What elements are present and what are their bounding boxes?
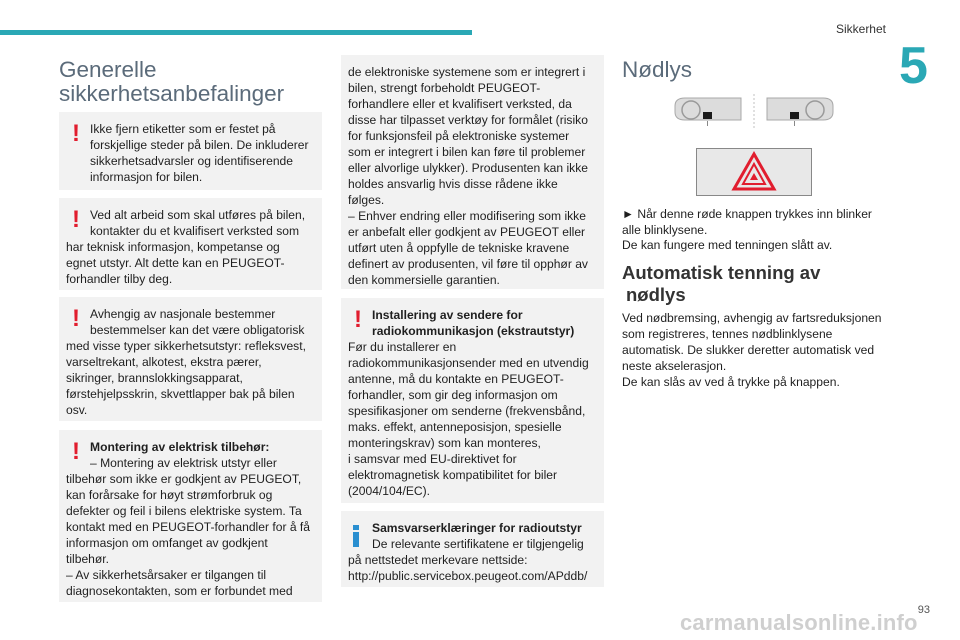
- warning-box-electrical: [59, 430, 322, 602]
- warning-box-labels: [59, 112, 322, 190]
- warning-box-equipment-text: [66, 306, 313, 418]
- box-title: Installering av sendere for: [372, 308, 523, 322]
- section-title-line2: sikkerhetsanbefalinger: [59, 81, 285, 107]
- warning-icon: !: [354, 306, 362, 333]
- auto-hazard-heading-line1: Automatisk tenning av: [622, 262, 821, 283]
- chapter-number: 5: [899, 37, 928, 95]
- warning-box-labels-text: [66, 121, 313, 185]
- warning-box-workshop-text: [66, 207, 313, 287]
- warning-icon: !: [72, 120, 80, 147]
- warning-box-electrical-text: [66, 439, 313, 599]
- box-title: Montering av elektrisk tilbehør:: [90, 440, 270, 454]
- auto-hazard-off-note: De kan slås av ved å trykke på knappen.: [622, 375, 840, 389]
- section-header: Sikkerhet: [835, 22, 886, 36]
- box-line: De relevante sertifikatene er tilgjengelig: [372, 537, 584, 551]
- section-title-hazard: Nødlys: [622, 57, 693, 82]
- warning-box-continued-text: [348, 64, 595, 288]
- box-line: Før du installerer en radiokommunikasjonsender med en utvendig antenne, må du kontakte en PEUGEOT-forhandler, som gir deg informasjon om spesifikasjoner om senderne (frekvensbånd, maks. effekt, antenneposisjon, spesielle monteringskrav) som kan monteres,: [348, 340, 589, 450]
- box-line: har teknisk informasjon, kompetanse og egnet utstyr. Alt dette kan en PEUGEOT-forhandler tilby deg.: [66, 240, 285, 286]
- box-line: tilbehør som ikke er godkjent av PEUGEOT, kan forårsake for høyt strømforbruk og defekter og feil i bilens elektriske system. Ta kontakt med en PEUGEOT-forhandler for å få informasjon om omfanget av godkjent tilbehør.: [66, 472, 311, 566]
- box-line: på nettstedet merkevare nettside:: [348, 553, 528, 567]
- warning-icon: !: [72, 305, 80, 332]
- dashboard-illustration: [673, 92, 835, 132]
- box-line: forskjellige steder på bilen. De inkluderer sikkerhetsadvarsler og identifiserende informasjon for bilen.: [90, 138, 309, 184]
- box-line: – Enhver endring eller modifisering som ikke er anbefalt eller godkjent av PEUGEOT eller utført uten å oppfylle de tekniske kravene definert av produsenten, vil føre til opphør av den kommersielle garantien.: [348, 209, 588, 287]
- info-box-conformity-text: [348, 520, 595, 584]
- box-line: med visse typer sikkerhetsutstyr: refleksvest, varseltrekant, alkotest, ekstra pærer, sikringer, brannslokkingsapparat, førstehjelpsskrin, skvettlapper bak på bilen osv.: [66, 339, 306, 417]
- box-line: Avhengig av nasjonale bestemmer: [90, 307, 276, 321]
- warning-box-equipment: [59, 297, 322, 421]
- section-title: [59, 58, 329, 107]
- box-line: i samsvar med EU-direktivet for elektromagnetisk kompatibilitet for biler (2004/104/EC).: [348, 452, 558, 498]
- hazard-note: De kan fungere med tenningen slått av.: [622, 238, 833, 252]
- warning-icon: !: [72, 438, 80, 465]
- warning-box-radio-text: [348, 307, 595, 499]
- warning-box-continued: [341, 55, 604, 289]
- info-box-conformity: [341, 511, 604, 587]
- servicebox-link[interactable]: http://public.servicebox.peugeot.com/APddb/: [348, 569, 588, 583]
- box-line: – Av sikkerhetsårsaker er tilgangen til diagnosekontakten, som er forbundet med: [66, 568, 293, 598]
- box-line: Ikke fjern etiketter som er festet på: [90, 122, 276, 136]
- hazard-instruction: ► Når denne røde knappen trykkes inn blinker alle blinklysene.: [622, 207, 872, 237]
- box-title: radiokommunikasjon (ekstrautstyr): [372, 324, 575, 338]
- auto-hazard-heading: [622, 262, 884, 306]
- info-icon: [353, 525, 359, 547]
- box-line: kontakter du et kvalifisert verksted som: [90, 224, 300, 238]
- page-number: 93: [917, 604, 930, 616]
- hazard-button-icon: [696, 148, 812, 196]
- auto-hazard-description: Ved nødbremsing, avhengig av fartsreduksjonen som registreres, tennes nødblinklysene automatisk. De slukker deretter automatisk ved neste akselerasjon.: [622, 311, 882, 373]
- box-line: bestemmelser kan det være obligatorisk: [90, 323, 305, 337]
- warning-box-radio: [341, 298, 604, 503]
- box-line: Ved alt arbeid som skal utføres på bilen,: [90, 208, 306, 222]
- auto-hazard-heading-line2: nødlys: [626, 284, 686, 305]
- box-line: – Montering av elektrisk utstyr eller: [90, 456, 277, 470]
- top-accent-bar: [0, 30, 472, 35]
- warning-icon: !: [72, 206, 80, 233]
- warning-box-workshop: [59, 198, 322, 290]
- box-title: Samsvarserklæringer for radioutstyr: [372, 521, 582, 535]
- box-line: de elektroniske systemene som er integrert i bilen, strengt forbeholdt PEUGEOT-forhandlere eller et kvalifisert verksted, da disse har tilpasset verktøy for formålet (risiko for funksjonsfeil på elektroniske systemer som er integrert i bilen kan føre til problemer eller alvorlige ulykker). Produsenten kan ikke holdes ansvarlig hvis disse rådene ikke følges.: [348, 65, 588, 207]
- section-title-line1: Generelle: [59, 57, 157, 82]
- watermark: carmanualsonline.info: [680, 610, 918, 635]
